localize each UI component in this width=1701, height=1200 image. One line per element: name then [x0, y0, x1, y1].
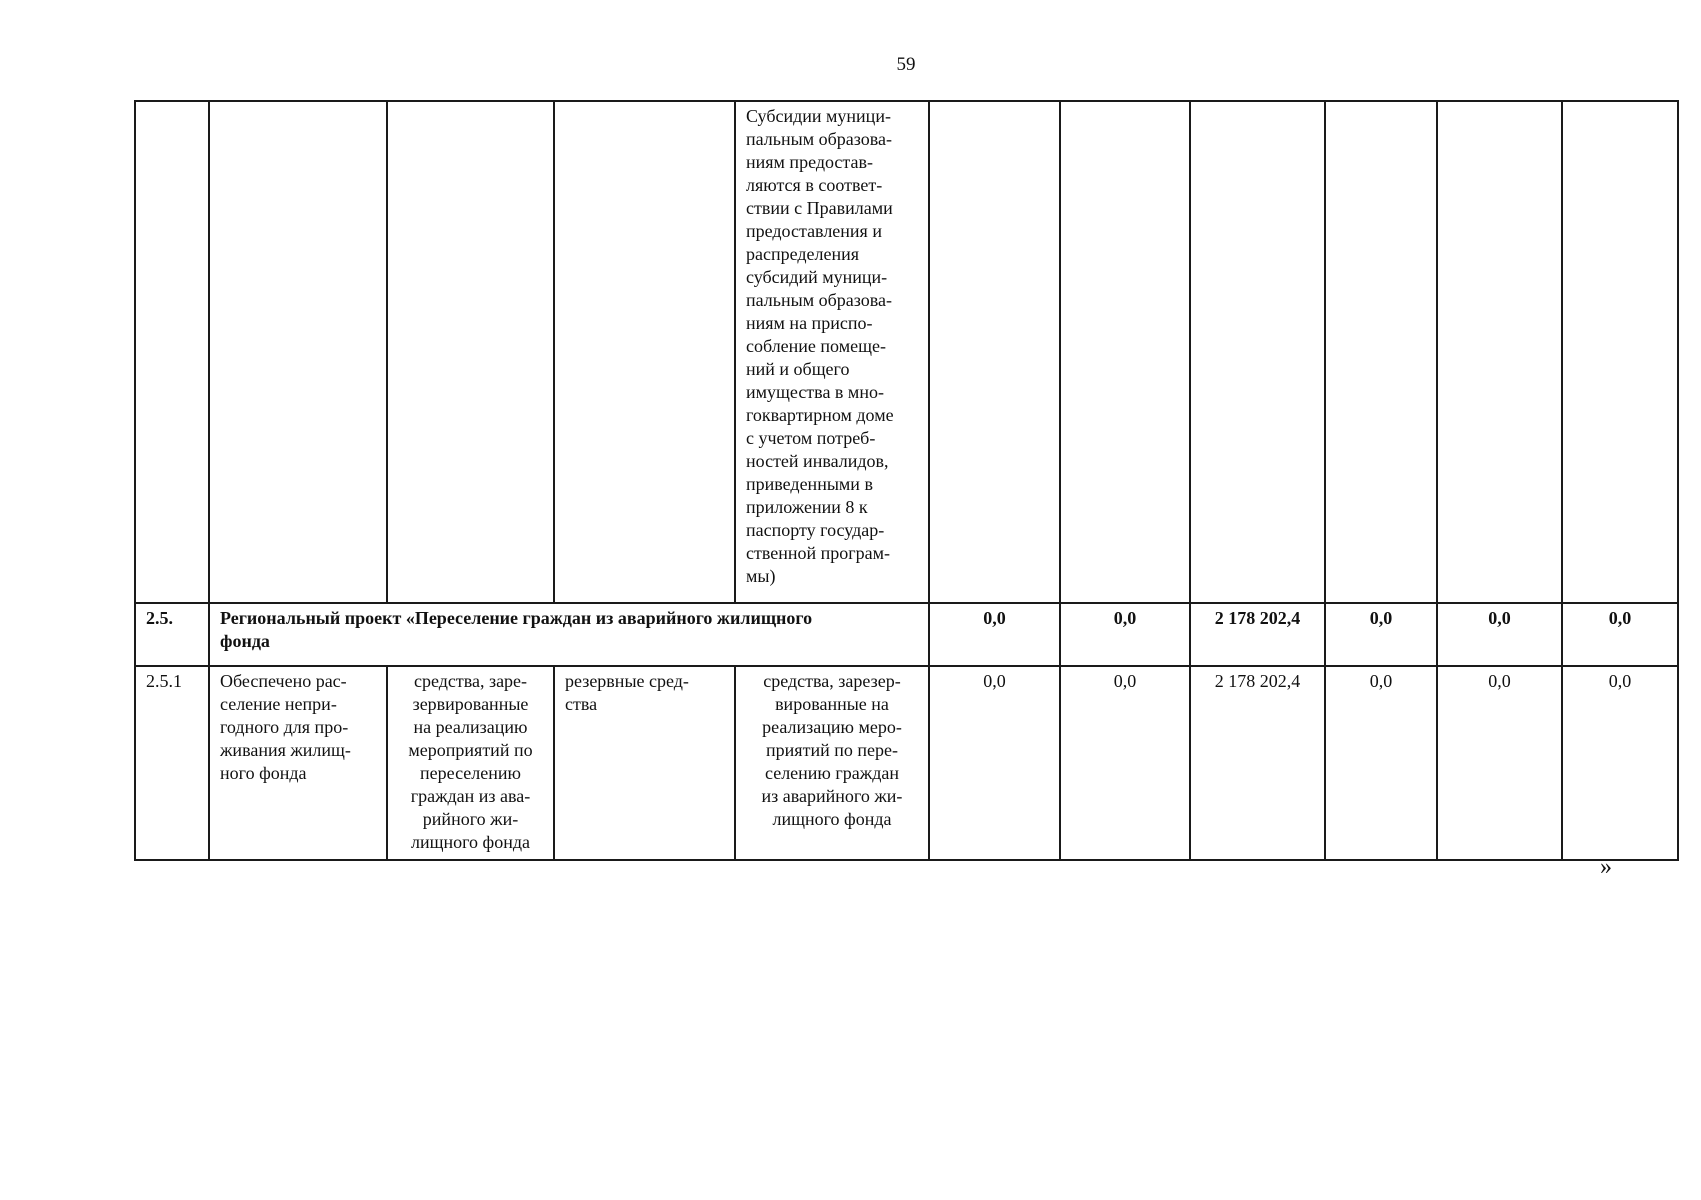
- cell-num: 2.5.1: [135, 666, 209, 860]
- cell-value: 0,0: [929, 603, 1060, 666]
- cell-value: [1190, 101, 1325, 603]
- cell-value: 0,0: [929, 666, 1060, 860]
- page-number: 59: [896, 54, 916, 75]
- cell-source: средства, заре- зервированные на реализацию мероприятий по переселению граждан из ава- рийного жи- лищного фонда: [387, 666, 554, 860]
- cell-value: 2 178 202,4: [1190, 666, 1325, 860]
- cell-value: 0,0: [1562, 603, 1678, 666]
- cell-value: 2 178 202,4: [1190, 603, 1325, 666]
- cell-value: 0,0: [1437, 666, 1562, 860]
- cell-value: 0,0: [1060, 666, 1190, 860]
- cell-value: [1325, 101, 1437, 603]
- cell-type: [554, 101, 735, 603]
- cell-value: 0,0: [1325, 603, 1437, 666]
- cell-source: [387, 101, 554, 603]
- table-row: [135, 666, 1678, 860]
- cell-value: [1562, 101, 1678, 603]
- cell-note: средства, зарезер- вированные на реализацию меро- приятий по пере- селению граждан из аварийного жи- лищного фонда: [735, 666, 929, 860]
- section-title: Региональный проект «Переселение граждан из аварийного жилищного фонда: [209, 603, 929, 666]
- cell-value: 0,0: [1325, 666, 1437, 860]
- cell-value: [1060, 101, 1190, 603]
- cell-value: 0,0: [1060, 603, 1190, 666]
- cell-note: Субсидии муници- пальным образова- ниям предостав- ляются в соответ- ствии с Правилами предоставления и распределения субсидий муници- пальным образова- ниям на приспо- собление помеще- ний и общего имущества в мно- гоквартирном доме с учетом потреб- ностей инвалидов, приведенными в приложении 8 к паспорту государ- ственной програм- мы): [735, 101, 929, 603]
- program-table: [134, 100, 1679, 861]
- cell-name: [209, 101, 387, 603]
- cell-type: резервные сред- ства: [554, 666, 735, 860]
- cell-value: [1437, 101, 1562, 603]
- cell-value: 0,0: [1437, 603, 1562, 666]
- cell-name: Обеспечено рас- селение непри- годного для про- живания жилищ- ного фонда: [209, 666, 387, 860]
- cell-value: 0,0: [1562, 666, 1678, 860]
- cell-num: 2.5.: [135, 603, 209, 666]
- table-row-section: [135, 603, 1678, 666]
- cell-value: [929, 101, 1060, 603]
- table-row: [135, 101, 1678, 603]
- closing-quote-mark: »: [1600, 854, 1612, 880]
- cell-num: [135, 101, 209, 603]
